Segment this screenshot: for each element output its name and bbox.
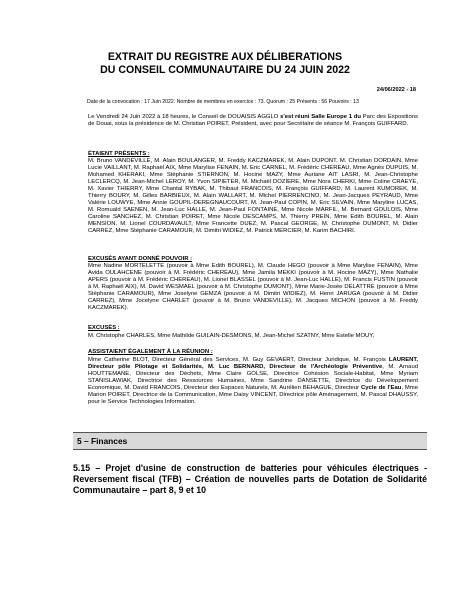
assistaient-bold2: Cycle de l'Eau	[361, 385, 402, 392]
document-title-line1: EXTRAIT DU REGISTRE AUX DÉLIBERATIONS	[107, 51, 343, 63]
finances-band-label: 5 – Finances	[77, 436, 128, 446]
excuses-heading: EXCUSÉS :	[88, 325, 120, 331]
document-title-line2: DU CONSEIL COMMUNAUTAIRE DU 24 JUIN 2022	[100, 64, 350, 76]
finances-section-band	[73, 432, 427, 450]
intro-part3: Parc des Expositions de Douai, sous la présidence de M. Christian POIRET, Président, avec pour Secrétaire de séance M. François GUIFFARD.	[88, 114, 418, 128]
excuses-list: M. Christophe CHARLES, Mme Mathilde GUILAIN-DESMONS, M. Jean-Michel SZATNY, Mme Estelle MOUY,	[88, 333, 375, 339]
assistaient-part3: , Mme Marion POIRET, Directrice de la Communication, Mme Daisy VINCENT, Directrice pôle Aménagement, M. Pascal DHAUSSY, pour le Service Technologies Information.	[88, 385, 418, 406]
assistaient-part1: Mme Catherine BLOT, Directeur Général des Services, M. Guy GEVAERT, Directeur Juridique, M. François	[88, 357, 389, 363]
intro-part1: Le Vendredi 24 Juin 2022 à 18 heures, le Conseil de DOUAISIS AGGLO	[88, 114, 281, 120]
intro-part2: s'est réuni Salle Europe 1 du	[280, 114, 361, 120]
pouvoirs-list: Mme Nadine MORTELETTE (pouvoir à Mme Edith BOUREL), M. Claude HEGO (pouvoir à Mme Marylise FENAIN), Mme Avida OULAHCENE (pouvoir à M. Frédéric CHEREAU), Mme Jamila MEKKI (pouvoir à M. Hocine MAZY), Mme Nathalie APERS (pouvoir à M. Frédéric CHEREAU), M. Lionel BLASSEL (pouvoir à M. Jean-Luc HALLE), M. Francis FUSTIN (pouvoir à M. Raphaël AIX), M. David WESMAEL (pouvoir à M. Christophe DUMONT), Mme Marie-Josée DELATTRE (pouvoir à Mme Stéphanie CARAMOUR), Mme Joselyne GEMZA (pouvoir à M. Dimitri WIDIEZ), M. Henri JARUGA (pouvoir à M. Didier CARREZ), Mme Jocelyne CHARLET (pouvoir à M. Bruno VANDEVILLE), M. Jacques MICHON (pouvoir à M. Freddy KACZMAREK).	[88, 263, 418, 312]
intro-paragraph	[88, 114, 418, 128]
assistaient-bold1: LAURENT, Directeur pôle Pilotage et Solidarités, M. Luc BERNARD, Directeur de l'Archéologie Préventive	[88, 357, 418, 371]
assistaient-heading: ASSISTAIENT ÉGALEMENT À LA RÉUNION :	[88, 349, 213, 355]
deliberation-reference: 24/06/2022 - 18	[376, 87, 416, 93]
presents-heading: ÉTAIENT PRÉSENTS :	[88, 151, 150, 157]
deliberation-subject: 5.15 – Projet d'usine de construction de batteries pour véhicules électriques - Reversement fiscal (TFB) – Création de nouvelles parts de Dotation de Solidarité Communautaire – part 8, 9 et 10	[73, 463, 427, 495]
pouvoirs-heading: EXCUSÉS AYANT DONNÉ POUVOIR :	[88, 256, 193, 262]
assistaient-list	[88, 357, 418, 406]
assistaient-part2: , M. Arnaud HOUTTEMANE, Directeur des Déchets, Mme Claire GOLSE, Directrice Cohésion Sociale-Habitat, Mme Myriam STANISLAWIAK, Directrice des Ressources Humaines, Mme Sandrine DANSETTE, Directrice du Développement Economique, M. David FRANCOIS, Directeur des Espaces Naturels, M. Aurélien BEHAGUE, Directeur	[88, 364, 418, 392]
presents-list: M. Bruno VANDEVILLE, M. Alain BOULANGER, M. Freddy KACZMAREK, M. Alain DUPONT, M. Christian DORDAIN, Mme Lucie VAILLANT, M. Raphaël AIX, Mme Marylise FENAIN, M. Eric CARNEL, M. Frédéric CHEREAU, Mme Agnès DUPUIS, M. Mohamed KHERAKI, Mme Stéphanie STIERNON, M. Hocine MAZY, Mme Auriane AIT LASRI, M. Jean-Christophe LECLERCQ, M. Jean-Michel LEROY, M. Yvon SIPIETER, M. Michaël DOZIERE, Mme Nora CHERKI, Mme Coline CRAEYE, M. Xavier THIERRY, Mme Chantal RYBAK, M. Thibaut FRANCOIS, M. François GUIFFARD, M. Laurent KUMOREK, M. Thierry BOURY, M. Gilles BARBIEUX, M. Alain WALLART, M. Michel PIERRENCINO, M. Jean-Jacques PEYRAUD, Mme Valérie LOUWYE, Mme Annie GOUPIL-DEREGNAUCOURT, M. Jean-Paul COPIN, M. Eric SILVAIN, Mme Maryline LUCAS, M. Romuald SAENEN, M. Jean-Luc HALLE, M. Jean-Paul FONTAINE, Mme Nicole MARFIL, M. Bernard GOULOIS, Mme Caroline SANCHEZ, M. Christian POIRET, Mme Nicole DESCAMPS, M. Thierry PREIN, Mme Edith BOUREL, M. Alain MENSION, M. Lionel COURDAVAULT, Mme Francette DUEZ, M. Pascal GEORGE, M. Christophe DUMONT, M. Didier CARREZ, Mme Stéphanie CARAMOUR, M. Dimitri WIDIEZ, M. Patrick MERCIER, M. Karim BACHIRI.	[88, 158, 418, 235]
convocation-meta: Date de la convocation : 17 Juin 2022. Nombre de membres en exercice : 73. Quorum : 25 Présents : 56 Pouvoirs : 13	[87, 99, 359, 105]
